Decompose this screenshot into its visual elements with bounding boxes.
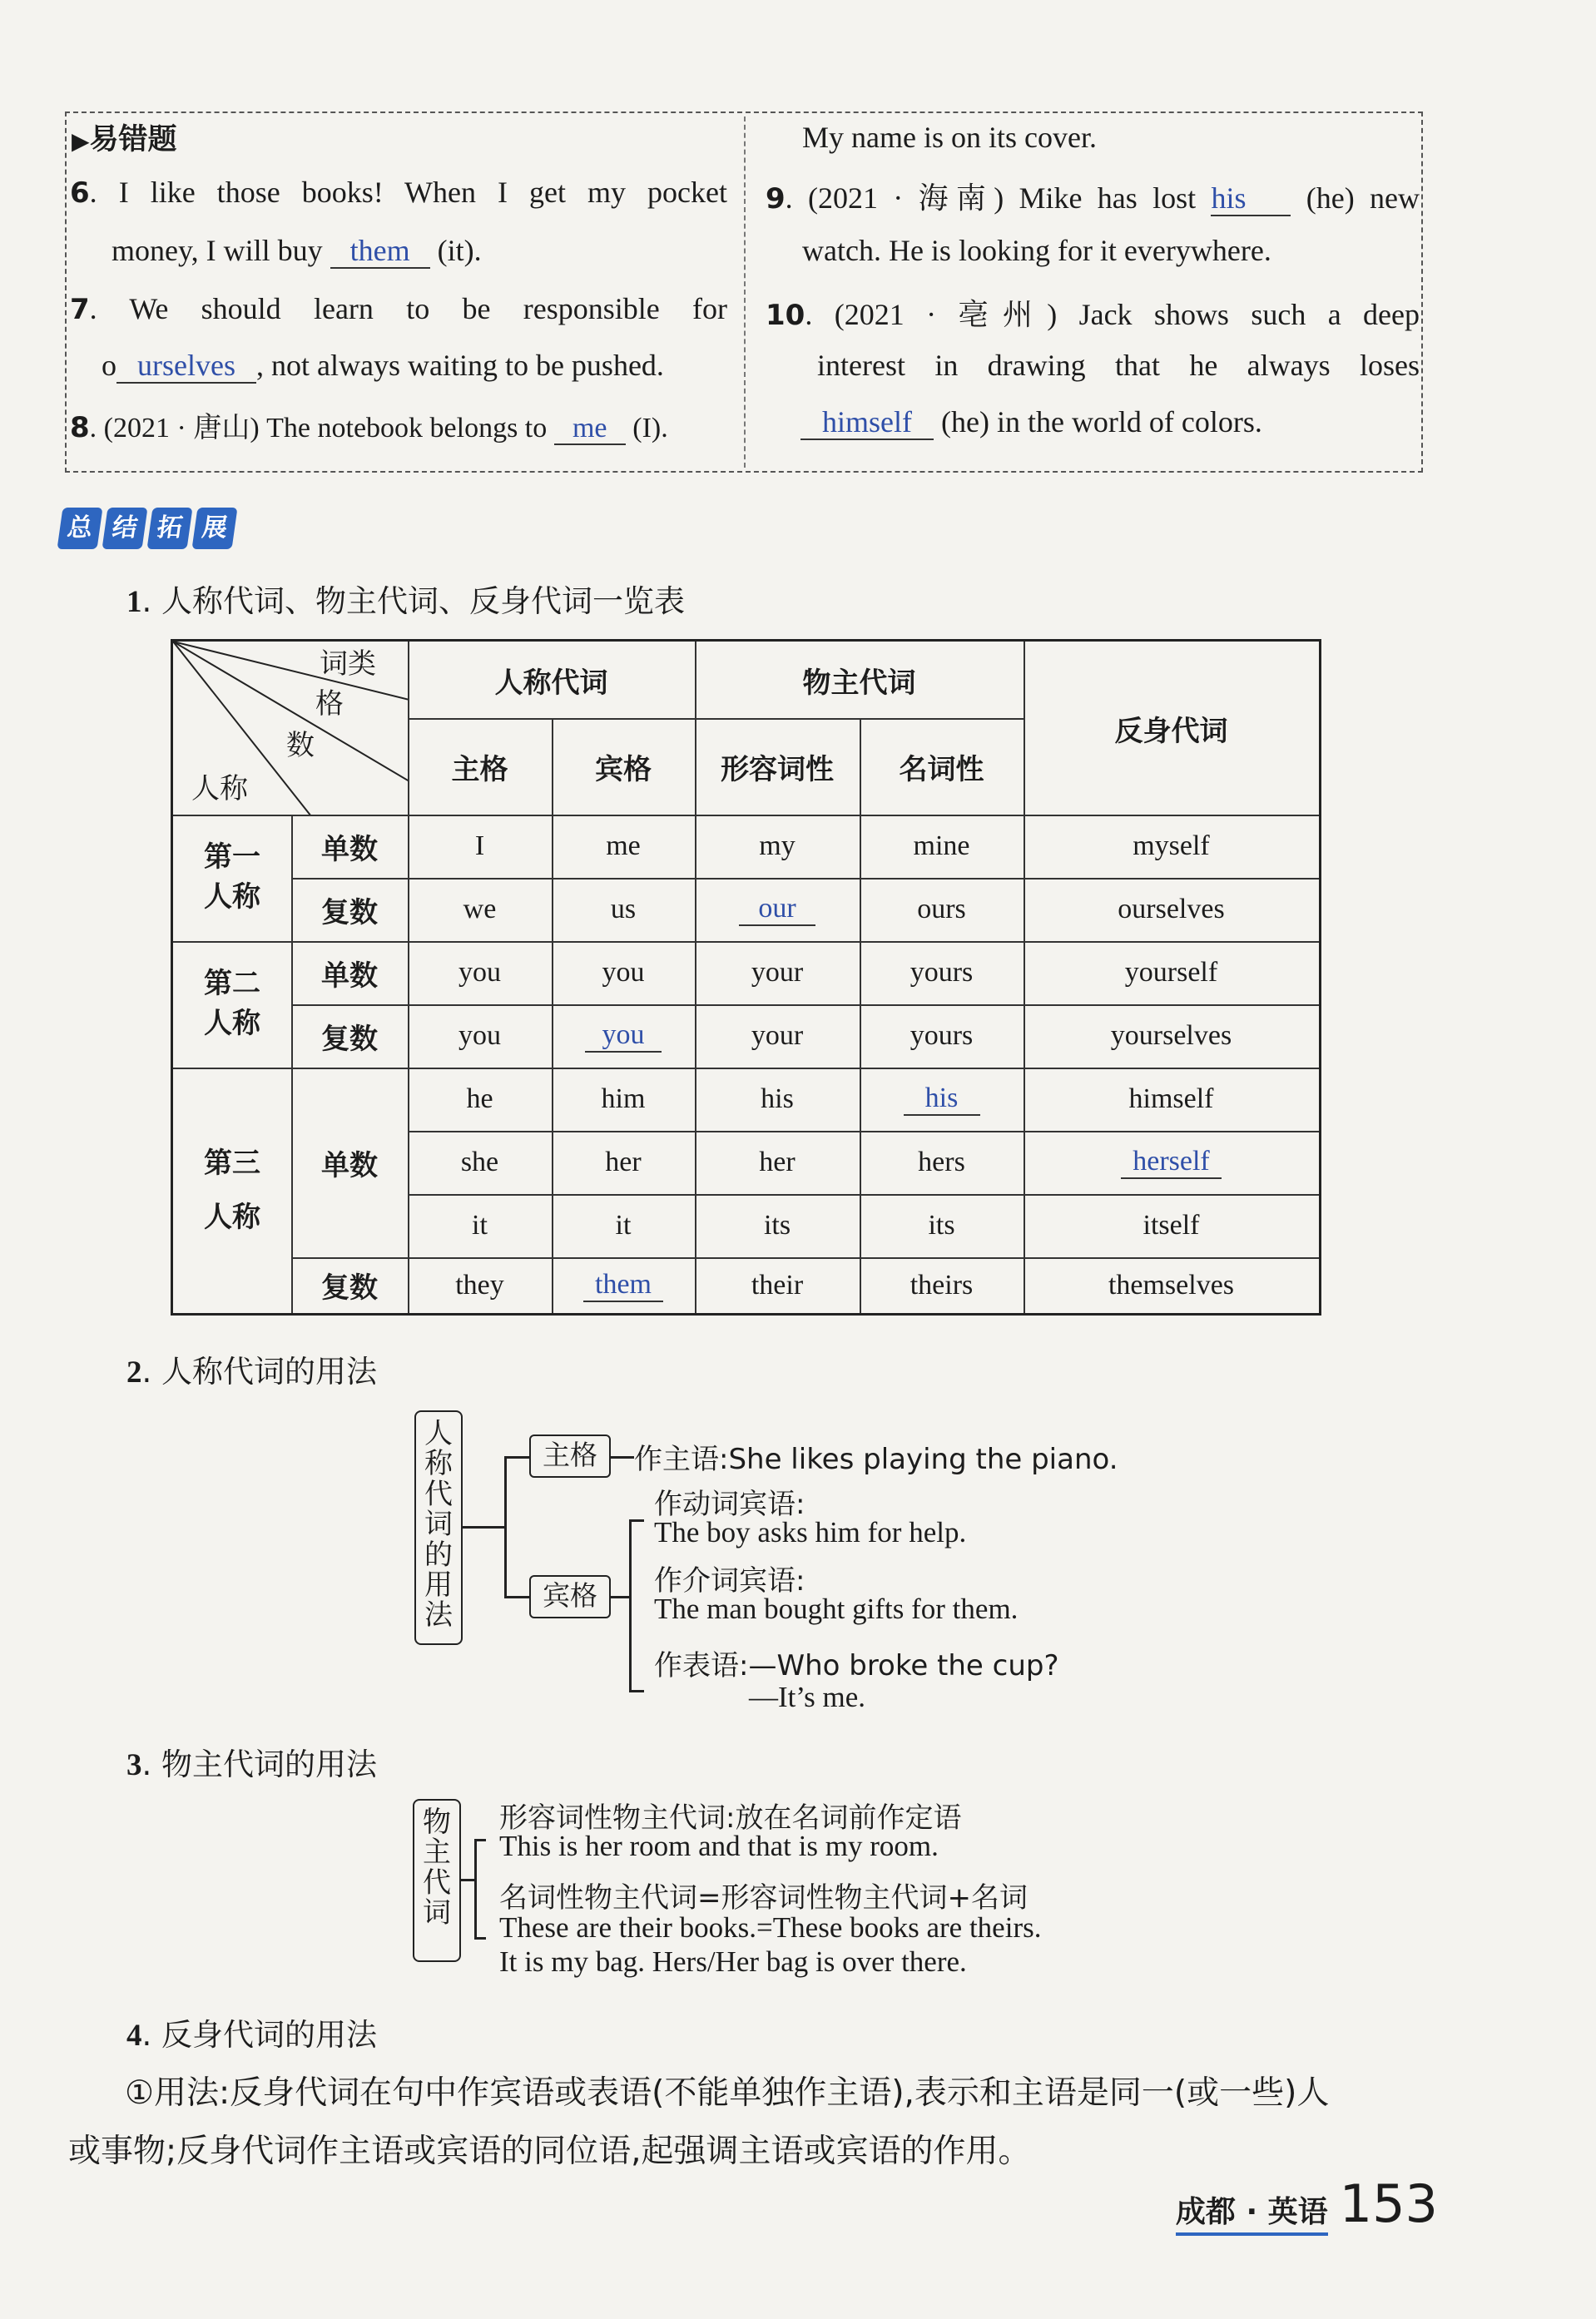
table-value: his: [761, 1083, 794, 1114]
table-cell: [695, 1131, 860, 1194]
q6-line2: money, I will buy them (it).: [112, 234, 482, 267]
pred-answer: —It’s me.: [749, 1681, 865, 1713]
table-cell: [552, 1257, 695, 1313]
table-cell: [1024, 941, 1319, 1004]
connector: [611, 1596, 631, 1598]
noun-possessive-example-1: These are their books.=These books are theirs.: [499, 1911, 1042, 1944]
table-value: you: [602, 957, 645, 988]
corner-cilei: 词类: [320, 647, 376, 681]
table-cell: [695, 941, 860, 1004]
table-value: its: [763, 1210, 791, 1241]
q8-answer: me: [554, 414, 626, 445]
table-value: their: [751, 1269, 804, 1301]
badge-char: 拓: [146, 508, 192, 549]
corner-renc: 人称: [191, 771, 248, 805]
table-answer: you: [585, 1019, 662, 1053]
table-value: my: [759, 830, 796, 861]
table-cell: [552, 815, 695, 878]
pronoun-table: [171, 639, 1321, 1316]
table-cell: [860, 1131, 1024, 1194]
table-value: your: [751, 1020, 804, 1051]
q10-line3: himself (he) in the world of colors.: [800, 404, 1262, 440]
obj-label: 宾格: [529, 1575, 611, 1618]
possessive-usage-root: 物主代词: [413, 1799, 461, 1962]
table-cell: [695, 878, 860, 941]
adj-possessive-title: 形容词性物主代词:放在名词前作定语: [499, 1801, 962, 1835]
table-cell: [1024, 1004, 1319, 1068]
table-value: theirs: [910, 1269, 974, 1301]
q10-answer: himself: [800, 407, 934, 440]
table-cell: [1024, 815, 1319, 878]
person-third: 第三 人称: [204, 1146, 260, 1234]
table-value: me: [606, 830, 641, 861]
table-cell: [860, 878, 1024, 941]
prep-obj-title: 作介词宾语:: [654, 1564, 805, 1598]
section-3-title: 3. 物主代词的用法: [126, 1747, 378, 1782]
table-value: mine: [913, 830, 970, 861]
table-value: your: [751, 957, 804, 988]
footer-brand: 成都 · 英语: [1176, 2188, 1328, 2236]
prep-obj-example: The man bought gifts for them.: [654, 1593, 1019, 1625]
connector: [463, 1526, 504, 1529]
s4-paragraph-line2: 或事物;反身代词作主语或宾语的同位语,起强调主语或宾语的作用。: [68, 2133, 1031, 2170]
table-value: it: [615, 1210, 632, 1241]
num-plur: 复数: [321, 895, 378, 929]
connector: [611, 1456, 634, 1459]
q8-line: 8. (2021 · 唐山) The notebook belongs to me (I).: [70, 411, 668, 444]
table-value: myself: [1133, 830, 1210, 861]
table-value: ours: [917, 894, 966, 924]
verb-obj-title: 作动词宾语:: [654, 1488, 805, 1521]
connector: [504, 1596, 529, 1598]
table-cell: [860, 1004, 1024, 1068]
table-cell: [1024, 878, 1319, 941]
num-sing: 单数: [321, 1148, 378, 1182]
table-value: he: [466, 1083, 493, 1114]
table-cell: [408, 1194, 552, 1257]
table-value: I: [474, 830, 485, 861]
table-value: himself: [1128, 1083, 1214, 1114]
table-cell: [408, 815, 552, 878]
pred-usage: 作表语:—Who broke the cup?: [654, 1649, 1059, 1682]
bracket: [474, 1937, 486, 1940]
badge-char: 结: [102, 508, 147, 549]
table-answer: his: [904, 1083, 980, 1116]
bracket: [629, 1519, 644, 1522]
table-value: yours: [910, 957, 974, 988]
corner-ge: 格: [315, 686, 344, 721]
badge-char: 展: [191, 508, 237, 549]
table-cell: [860, 941, 1024, 1004]
num-sing: 单数: [321, 832, 378, 866]
table-value: ourselves: [1118, 894, 1225, 924]
table-cell: [860, 1194, 1024, 1257]
header-reflexive: 反身代词: [1114, 714, 1228, 748]
table-cell: [695, 1257, 860, 1313]
q8-continuation: My name is on its cover.: [802, 121, 1097, 154]
table-answer: them: [583, 1269, 663, 1302]
connector: [504, 1456, 507, 1598]
table-cell: [695, 1194, 860, 1257]
page-footer: [1176, 2173, 1438, 2236]
table-cell: [408, 941, 552, 1004]
table-cell: [860, 1068, 1024, 1131]
table-cell: [552, 1131, 695, 1194]
num-plur: 复数: [321, 1271, 378, 1305]
header-subj: 主格: [451, 752, 508, 786]
section-4-title: 4. 反身代词的用法: [126, 2017, 378, 2053]
person-second: 第二 人称: [204, 967, 260, 1040]
q10-line1: 10. (2021 · 亳州) Jack shows such a deep: [766, 298, 1420, 332]
q9-answer: his: [1211, 183, 1291, 216]
error-section-title: ▶易错题: [72, 123, 177, 156]
table-value: him: [601, 1083, 646, 1114]
section-2-title: 2. 人称代词的用法: [126, 1354, 378, 1390]
header-adj: 形容词性: [721, 752, 834, 786]
header-possessive: 物主代词: [802, 666, 916, 700]
bracket: [629, 1690, 644, 1692]
table-cell: [408, 1004, 552, 1068]
table-cell: [860, 1257, 1024, 1313]
table-value: she: [460, 1147, 499, 1177]
q6-answer: them: [330, 235, 430, 269]
noun-possessive-title: 名词性物主代词=形容词性物主代词+名词: [499, 1881, 1028, 1915]
table-value: itself: [1142, 1210, 1200, 1241]
page-number: 153: [1339, 2173, 1438, 2234]
summary-badge: [60, 508, 235, 549]
table-cell: [1024, 1131, 1319, 1194]
q10-line2: interest in drawing that he always loses: [817, 349, 1420, 382]
noun-possessive-example-2: It is my bag. Hers/Her bag is over there.: [499, 1945, 967, 1978]
table-value: its: [928, 1210, 955, 1241]
table-cell: [695, 1068, 860, 1131]
table-value: it: [472, 1210, 488, 1241]
q7-answer: urselves: [116, 350, 256, 384]
table-value: you: [458, 957, 501, 988]
badge-char: 总: [57, 508, 102, 549]
person-first: 第一 人称: [204, 840, 260, 914]
table-value: you: [458, 1020, 501, 1051]
table-answer: our: [739, 893, 815, 926]
table-value: yourself: [1124, 957, 1218, 988]
q9-line1: 9. (2021 · 海南) Mike has lost his (he) new: [766, 181, 1420, 216]
verb-obj-example: The boy asks him for help.: [654, 1516, 967, 1548]
table-cell: [1024, 1194, 1319, 1257]
q6-line1: 6. I like those books! When I get my pocket: [70, 176, 727, 210]
bracket: [474, 1839, 477, 1939]
table-cell: [552, 878, 695, 941]
table-cell: [408, 878, 552, 941]
table-cell: [552, 1194, 695, 1257]
table-cell: [860, 815, 1024, 878]
q9-line2: watch. He is looking for it everywhere.: [802, 234, 1271, 267]
table-value: her: [605, 1147, 642, 1177]
error-prone-box: [65, 111, 1423, 473]
subj-usage: 作主语:She likes playing the piano.: [634, 1443, 1118, 1476]
section-1-title: 1. 人称代词、物主代词、反身代词一览表: [126, 583, 686, 619]
q7-line2: o urselves , not always waiting to be pushed.: [102, 349, 664, 382]
table-cell: [1024, 1068, 1319, 1131]
table-value: hers: [918, 1147, 965, 1177]
subj-label: 主格: [529, 1435, 611, 1478]
table-cell: [408, 1068, 552, 1131]
table-cell: [408, 1131, 552, 1194]
table-answer: herself: [1121, 1146, 1222, 1179]
table-value: we: [463, 894, 497, 924]
triangle-icon: ▶: [72, 129, 90, 155]
bracket: [629, 1519, 632, 1691]
s4-paragraph-line1: ①用法:反身代词在句中作宾语或表语(不能单独作主语),表示和主语是同一(或一些)人: [125, 2074, 1330, 2112]
table-cell: [552, 941, 695, 1004]
table-cell: [552, 1004, 695, 1068]
table-value: her: [759, 1147, 796, 1177]
connector: [504, 1456, 529, 1459]
table-value: they: [455, 1269, 504, 1301]
num-sing: 单数: [321, 959, 378, 993]
table-cell: [552, 1068, 695, 1131]
column-divider: [744, 116, 746, 468]
q7-line1: 7. We should learn to be responsible for: [70, 292, 727, 326]
num-plur: 复数: [321, 1022, 378, 1056]
header-obj: 宾格: [595, 752, 652, 786]
table-cell: [695, 815, 860, 878]
table-value: themselves: [1108, 1269, 1235, 1301]
table-value: yourselves: [1110, 1020, 1232, 1051]
corner-shu: 数: [286, 728, 315, 762]
table-cell: [408, 1257, 552, 1313]
personal-usage-root: 人称代词的用法: [414, 1410, 463, 1645]
header-personal: 人称代词: [494, 666, 608, 700]
table-value: yours: [910, 1020, 974, 1051]
table-cell: [695, 1004, 860, 1068]
adj-possessive-example: This is her room and that is my room.: [499, 1830, 939, 1862]
table-cell: [1024, 1257, 1319, 1313]
table-value: us: [610, 894, 637, 924]
bracket: [474, 1839, 486, 1841]
header-noun: 名词性: [899, 752, 984, 786]
